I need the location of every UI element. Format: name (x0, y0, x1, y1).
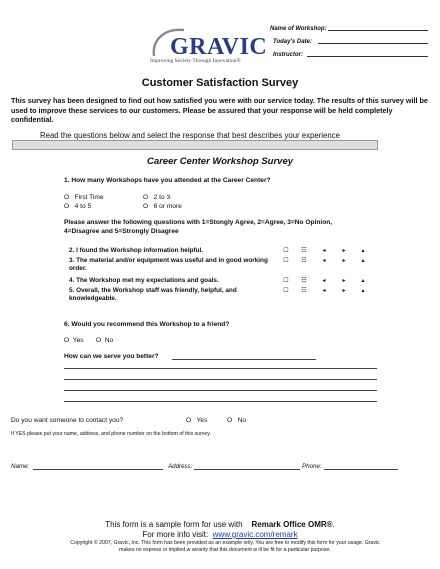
q2-strongly-agree-bubble-icon[interactable]: ☐ (283, 248, 289, 254)
logo-tagline: Improving Society Through Innovation® (150, 58, 241, 64)
instructor-field[interactable] (307, 56, 428, 57)
phone-field[interactable] (324, 469, 398, 470)
logo-wordmark: GRAVIC (170, 34, 268, 60)
gravic-logo (150, 26, 268, 68)
contact-question: Do you want someone to contact you? (11, 417, 124, 424)
question-6: 6. Would you recommend this Workshop to a friend? (64, 321, 230, 328)
q4-strongly-agree-bubble-icon[interactable]: ☐ (283, 278, 289, 284)
q1-option-4-to-5[interactable]: O 4 to 5 (64, 203, 92, 210)
q2-agree-bubble-icon[interactable]: ☷ (301, 248, 307, 254)
intro-paragraph: This survey has been designed to find out how satisfied you were with our service today. The results of this survey will be used to improve these services to our customers. Please be assured that your response will be held completely confidential. (11, 96, 428, 124)
q3-no-opinion-bubble-icon[interactable]: ◂ (322, 258, 326, 264)
rated-question-5: 5. Overall, the Workshop staff was friendly, helpful, and knowledgeable. (69, 287, 237, 302)
todays-date-field[interactable] (318, 43, 428, 44)
q5-disagree-bubble-icon[interactable]: ▸ (342, 288, 346, 294)
q3-strongly-agree-bubble-icon[interactable]: ☐ (283, 258, 289, 264)
serve-better-line-5[interactable] (64, 401, 377, 402)
address-field[interactable] (194, 469, 300, 470)
q4-agree-bubble-icon[interactable]: ☷ (301, 278, 307, 284)
footer-sample-note: This form is a sample form for use with Remark Office OMR®. (105, 520, 335, 529)
q6-option-yes[interactable]: O Yes (64, 337, 84, 344)
q3-strongly-disagree-bubble-icon[interactable]: ▴ (361, 258, 365, 264)
q2-strongly-disagree-bubble-icon[interactable]: ▴ (361, 248, 365, 254)
rated-question-3: 3. The material and/or equipment was useful and in good working order. (69, 257, 268, 272)
name-label: Name: (11, 463, 30, 470)
scale-instructions-line-2: 4=Disagree and 5=Strongly Disagree (64, 228, 179, 235)
todays-date-label: Today's Date: (273, 39, 312, 45)
q2-no-opinion-bubble-icon[interactable]: ◂ (322, 248, 326, 254)
instructions-bar (12, 140, 378, 150)
workshop-name-label: Name of Workshop: (270, 26, 327, 32)
footer-product-name: Remark Office OMR® (251, 520, 333, 529)
q2-disagree-bubble-icon[interactable]: ▸ (342, 248, 346, 254)
q6-option-no[interactable]: O No (96, 337, 114, 344)
instructor-label: Instructor: (273, 52, 303, 58)
footer-more-info: For more info visit: www.gravic.com/remark (142, 530, 298, 539)
q5-agree-bubble-icon[interactable]: ☷ (301, 288, 307, 294)
page-title: Customer Satisfaction Survey (141, 77, 299, 89)
q1-option-6-or-more[interactable]: O 6 or more (143, 203, 182, 210)
q3-disagree-bubble-icon[interactable]: ▸ (342, 258, 346, 264)
rated-question-2: 2. I found the Workshop information helpful. (69, 247, 204, 254)
survey-title: Career Center Workshop Survey (146, 156, 294, 167)
q4-disagree-bubble-icon[interactable]: ▸ (342, 278, 346, 284)
scale-instructions-line-1: Please answer the following questions with 1=Stongly Agree, 2=Agree, 3=No Opinion, (64, 219, 333, 226)
serve-better-question: How can we serve you better? (64, 353, 159, 360)
remark-link[interactable]: www.gravic.com/remark (212, 530, 298, 539)
instructions-text: Read the questions below and select the response that best describes your experience (40, 131, 340, 140)
q4-strongly-disagree-bubble-icon[interactable]: ▴ (361, 278, 365, 284)
address-label: Address: (168, 463, 193, 470)
contact-option-yes[interactable]: O Yes (186, 417, 208, 424)
question-1: 1. How many Workshops have you attended at the Career Center? (64, 177, 271, 184)
footer-copyright: Copyright © 2007, Gravic, Inc. This form has been provided as an example only. You are free to modify this form for your usage. Gravic makes no express or implied w arranty that this document w ill be fit for a particular purpose. (70, 540, 380, 553)
name-field[interactable] (33, 469, 163, 470)
serve-better-line-2[interactable] (64, 368, 377, 369)
rated-question-4: 4. The Workshop met my expectations and goals. (69, 277, 219, 284)
serve-better-line-1[interactable] (172, 359, 316, 360)
phone-label: Phone: (302, 463, 322, 470)
q4-no-opinion-bubble-icon[interactable]: ◂ (322, 278, 326, 284)
q5-strongly-disagree-bubble-icon[interactable]: ▴ (361, 288, 365, 294)
q3-agree-bubble-icon[interactable]: ☷ (301, 258, 307, 264)
workshop-name-field[interactable] (328, 30, 428, 31)
q1-option-first-time[interactable]: O First Time (64, 194, 104, 201)
contact-option-no[interactable]: O No (227, 417, 247, 424)
serve-better-line-3[interactable] (64, 379, 377, 380)
q5-strongly-agree-bubble-icon[interactable]: ☐ (283, 288, 289, 294)
q5-no-opinion-bubble-icon[interactable]: ◂ (322, 288, 326, 294)
serve-better-line-4[interactable] (64, 390, 377, 391)
contact-note: If YES please put your name, address, and phone number on the bottom of this survey. (11, 431, 211, 437)
q1-option-2-to-3[interactable]: O 2 to 3 (143, 194, 171, 201)
